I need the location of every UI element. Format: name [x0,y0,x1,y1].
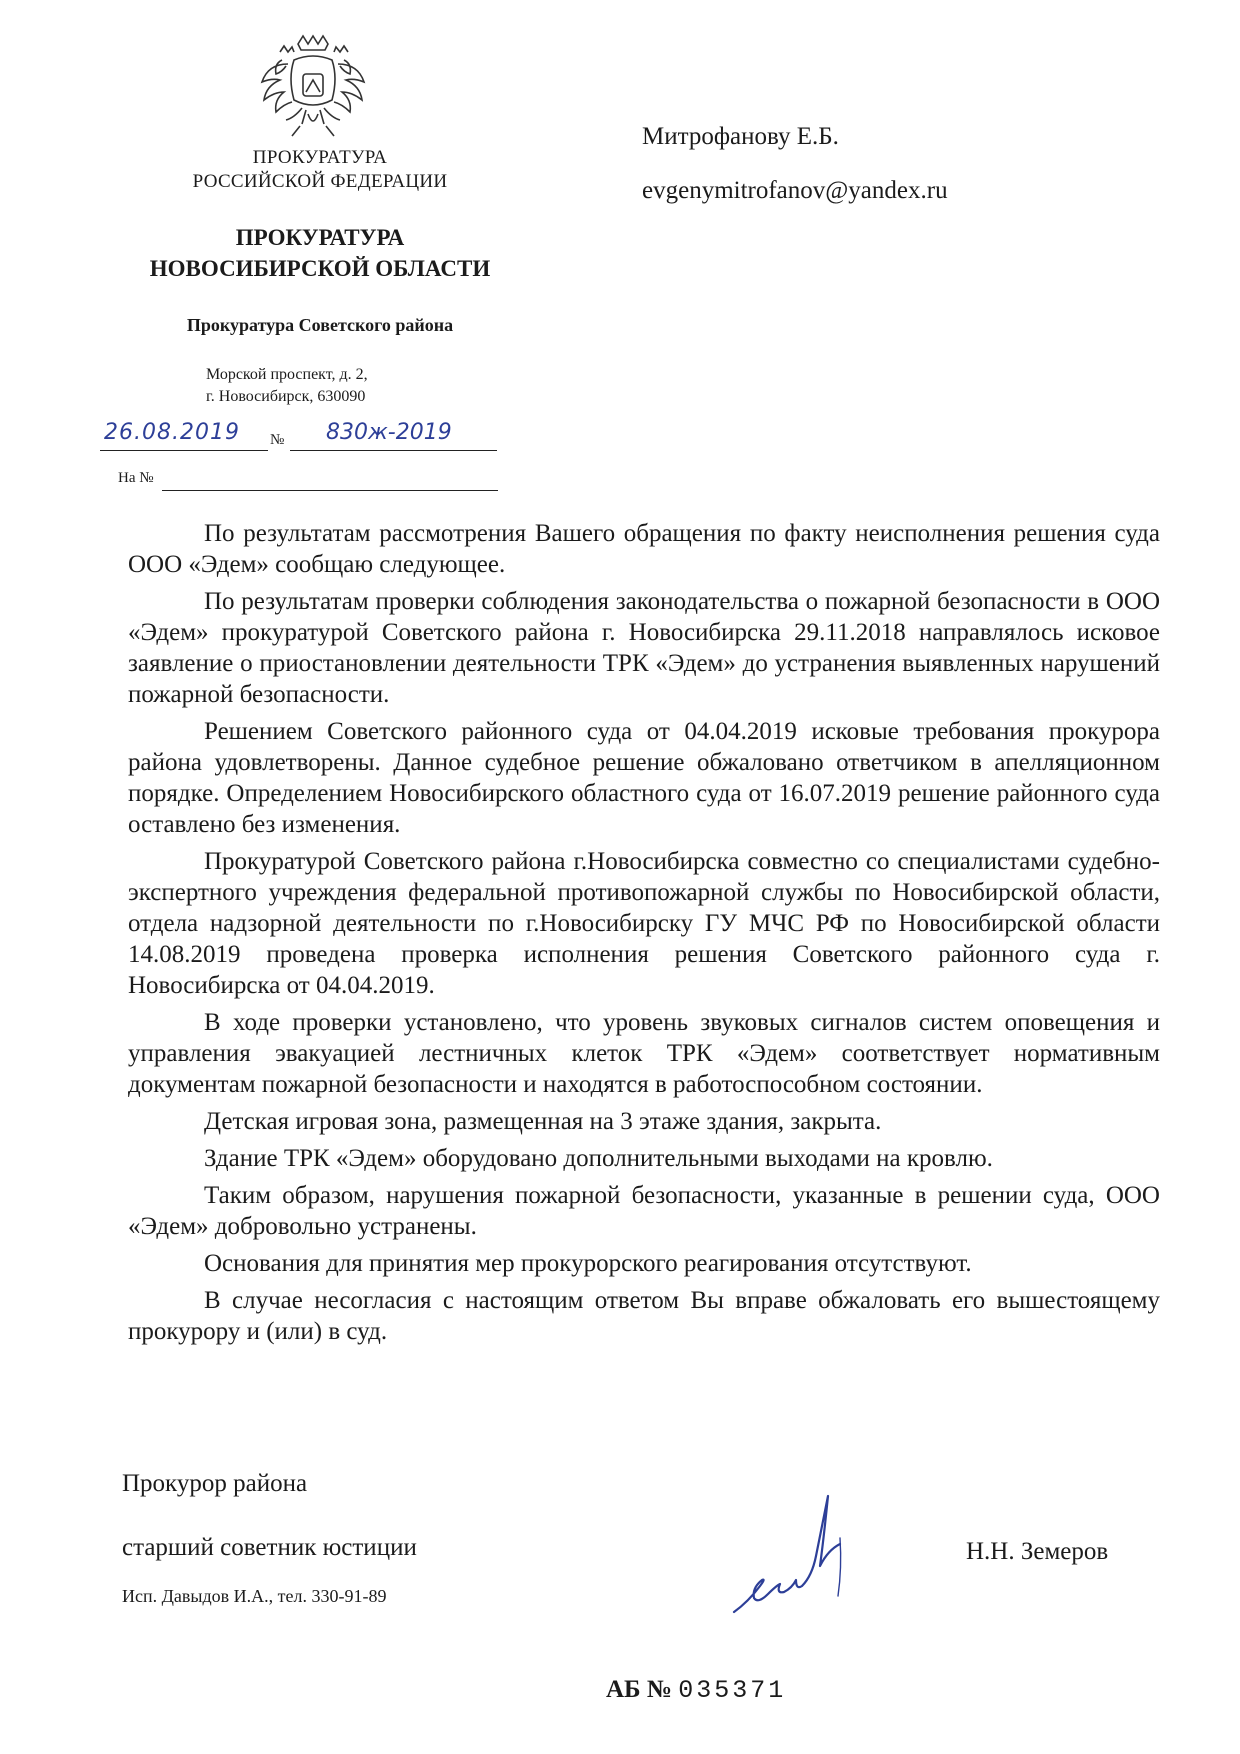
body-paragraph: Здание ТРК «Эдем» оборудовано дополнительными выходами на кровлю. [204,1145,993,1172]
body-paragraph: В случае несогласия с настоящим ответом Вы вправе обжаловать его вышестоящему прокурору и (или) в суд. [128,1287,1160,1345]
address-line1: Морской проспект, д. 2, [206,366,368,383]
agency-line2: РОССИЙСКОЙ ФЕДЕРАЦИИ [192,171,448,192]
office-address [206,364,368,408]
executor-contact: Исп. Давыдов И.А., тел. 330-91-89 [122,1586,387,1606]
body-paragraph: Основания для принятия мер прокурорского реагирования отсутствуют. [204,1250,972,1277]
recipient-block [642,110,948,218]
reply-reference-underline [162,490,498,491]
body-paragraph: По результатам проверки соблюдения законодательства о пожарной безопасности в ООО «Эдем» прокуратурой Советского района г. Новосибирска 29.11.2018 направлялось исковое заявление о приостановлении деятельности ТРК «Эдем» до устранения выявленных нарушений пожарной безопасности. [128,588,1160,708]
signatory-position: Прокурор района [122,1470,308,1497]
body-paragraph: Таким образом, нарушения пожарной безопасности, указанные в решении суда, ООО «Эдем» добровольно устранены. [128,1182,1160,1240]
agency-name [120,146,520,194]
date-underline [100,450,268,451]
form-serial-number [606,1676,786,1705]
serial-label: АБ № [606,1676,672,1703]
region-line2: НОВОСИБИРСКОЙ ОБЛАСТИ [149,256,491,281]
agency-line1: ПРОКУРАТУРА [252,147,388,168]
serial-value: 035371 [678,1676,787,1705]
body-paragraph: Прокуратурой Советского района г.Новосибирска совместно со специалистами судебно-экспертного учреждения федеральной противопожарной службы по Новосибирской области, отдела надзорной деятельности по г.Новосибирску ГУ МЧС РФ по Новосибирской области 14.08.2019 проведена проверка исполнения решения Советского районного суда г. Новосибирска от 04.04.2019. [128,848,1160,999]
number-label: № [270,432,285,448]
regional-office-name [120,222,520,284]
body-paragraph: В ходе проверки установлено, что уровень звуковых сигналов систем оповещения и управления эвакуацией лестничных клеток ТРК «Эдем» соответствует нормативным документам пожарной безопасности и находятся в работоспособном состоянии. [128,1009,1160,1098]
body-paragraph: Детская игровая зона, размещенная на 3 этаже здания, закрыта. [204,1108,882,1135]
body-paragraph: По результатам рассмотрения Вашего обращения по факту неисполнения решения суда ООО «Эдем» сообщаю следующее. [128,520,1160,578]
number-underline [290,450,497,451]
signatory-rank: старший советник юстиции [122,1534,417,1561]
signatory-name: Н.Н. Земеров [966,1538,1109,1565]
region-line1: ПРОКУРАТУРА [235,225,405,250]
recipient-email: evgenymitrofanov@yandex.ru [642,177,948,204]
district-office-name: Прокуратура Советского района [186,315,454,335]
letter-body [128,518,1160,1353]
recipient-name: Митрофанову Е.Б. [642,123,839,150]
registration-row [98,420,498,452]
body-paragraph: Решением Советского районного суда от 04.04.2019 исковые требования прокурора района удовлетворены. Данное судебное решение обжаловано ответчиком в апелляционном порядке. Определением Новосибирского областного суда от 16.07.2019 решение районного суда оставлено без изменения. [128,718,1160,838]
reply-reference-label: На № [118,470,154,486]
registration-date: 26.08.2019 [104,420,240,445]
registration-number: 830ж-2019 [326,420,452,445]
double-headed-eagle-emblem [258,30,368,142]
handwritten-signature [728,1490,888,1630]
address-line2: г. Новосибирск, 630090 [206,388,366,405]
